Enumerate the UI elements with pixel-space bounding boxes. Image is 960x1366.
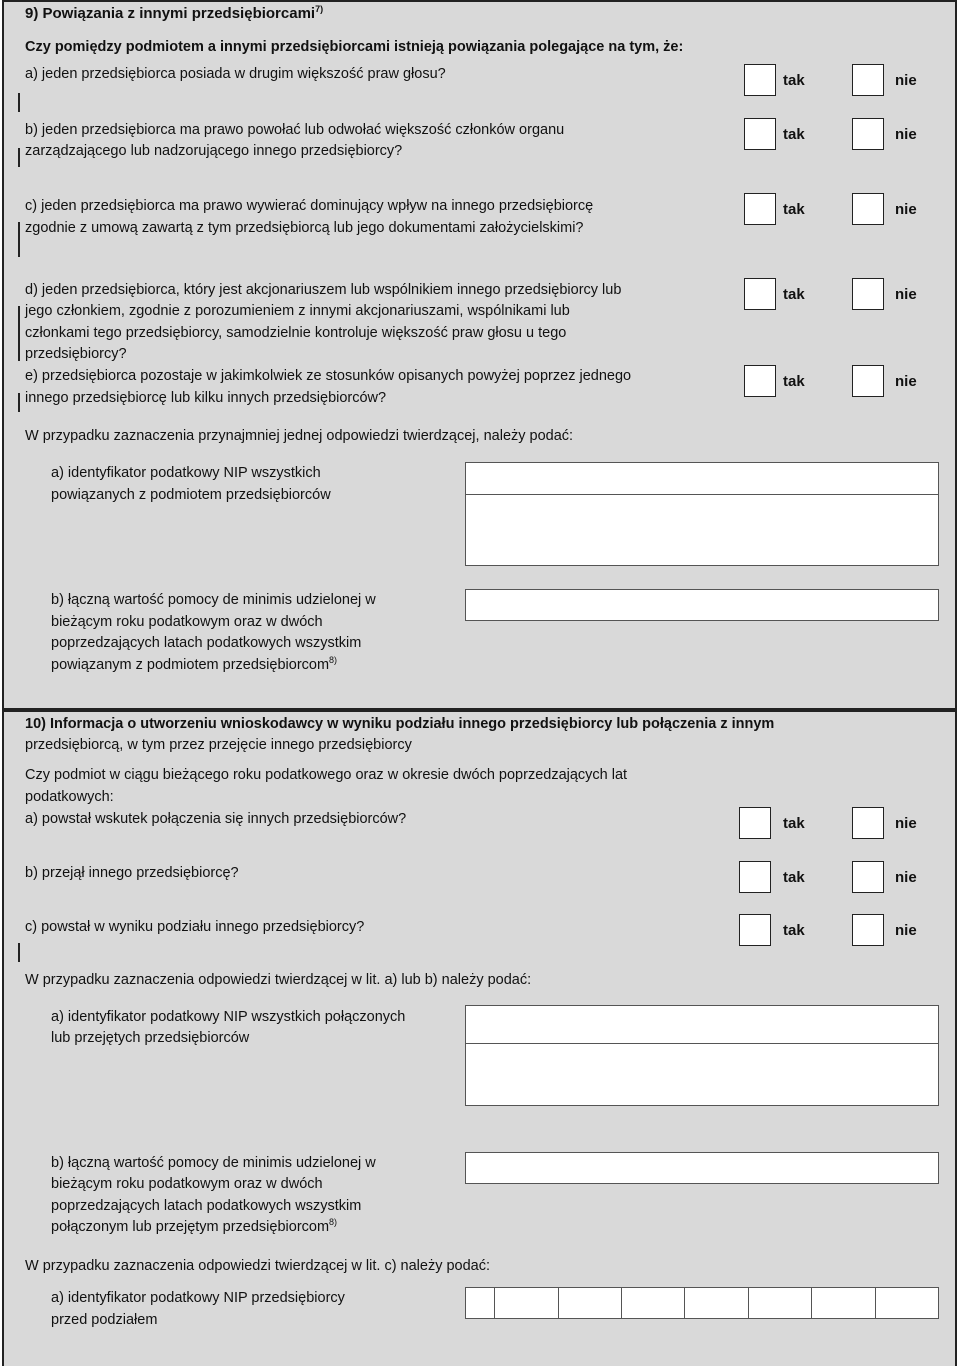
- nip-merged-entities-field[interactable]: [465, 1005, 939, 1106]
- question-9c-line2: zgodnie z umową zawartą z tym przedsiębiorcą lub jego dokumentami założycielskimi?: [25, 220, 584, 236]
- question-9d-line4: przedsiębiorcy?: [25, 346, 127, 362]
- checkbox-9d-yes[interactable]: [744, 278, 776, 310]
- checkbox-9d-no[interactable]: [852, 278, 884, 310]
- nip-related-entities-field[interactable]: [465, 462, 939, 566]
- label-yes: tak: [783, 815, 805, 832]
- label-no: nie: [895, 72, 917, 89]
- label-no: nie: [895, 201, 917, 218]
- field-divider: [466, 494, 938, 495]
- section-10-question-line1: Czy podmiot w ciągu bieżącego roku podatkowego oraz w okresie dwóch poprzedzających lat: [25, 767, 628, 783]
- question-10b: b) przejął innego przedsiębiorcę?: [25, 865, 239, 881]
- label-no: nie: [895, 286, 917, 303]
- field-10b-label-line2: bieżącym roku podatkowym oraz w dwóch: [51, 1176, 323, 1192]
- question-9c-line1: c) jeden przedsiębiorca ma prawo wywierać dominujący wpływ na innego przedsiębiorcę: [25, 198, 594, 214]
- checkbox-9a-yes[interactable]: [744, 64, 776, 96]
- label-yes: tak: [783, 286, 805, 303]
- section-9-instruction: W przypadku zaznaczenia przynajmniej jednej odpowiedzi twierdzącej, należy podać:: [25, 428, 574, 444]
- field-10c-label-line1: a) identyfikator podatkowy NIP przedsiębiorcy: [51, 1290, 345, 1306]
- margin-bar: [18, 393, 20, 412]
- checkbox-10c-yes[interactable]: [739, 914, 771, 946]
- section-9-title: 9) Powiązania z innymi przedsiębiorcami$^{7)}$: [25, 4, 324, 22]
- label-no: nie: [895, 815, 917, 832]
- label-no: nie: [895, 126, 917, 143]
- nip-predecessor-field[interactable]: [465, 1287, 939, 1319]
- question-9e-line1: e) przedsiębiorca pozostaje w jakimkolwiek ze stosunków opisanych powyżej poprzez jednego: [25, 368, 632, 384]
- checkbox-9c-yes[interactable]: [744, 193, 776, 225]
- checkbox-9c-no[interactable]: [852, 193, 884, 225]
- field-9b-label-line1: b) łączną wartość pomocy de minimis udzielonej w: [51, 592, 376, 608]
- field-10b-label-line1: b) łączną wartość pomocy de minimis udzielonej w: [51, 1155, 376, 1171]
- footnote-ref: 8): [329, 1217, 338, 1228]
- nip-digit-cell[interactable]: [685, 1288, 748, 1318]
- checkbox-9e-yes[interactable]: [744, 365, 776, 397]
- footnote-ref: 7): [315, 4, 324, 14]
- deminimis-merged-total-field[interactable]: [465, 1152, 939, 1184]
- label-yes: tak: [783, 72, 805, 89]
- checkbox-10b-yes[interactable]: [739, 861, 771, 893]
- field-divider: [466, 1043, 938, 1044]
- section-10-question-line2: podatkowych:: [25, 789, 114, 805]
- field-9b-label-line4: powiązanym z podmiotem przedsiębiorcom$^{8)}$: [51, 655, 338, 673]
- checkbox-9b-yes[interactable]: [744, 118, 776, 150]
- nip-digit-cell[interactable]: [495, 1288, 558, 1318]
- field-10a-label-line2: lub przejętych przedsiębiorców: [51, 1030, 250, 1046]
- field-9b-label-line3: poprzedzających latach podatkowych wszystkim: [51, 635, 362, 651]
- nip-digit-cell[interactable]: [466, 1288, 495, 1318]
- field-9a-label-line1: a) identyfikator podatkowy NIP wszystkich: [51, 465, 321, 481]
- question-9b-line1: b) jeden przedsiębiorca ma prawo powołać lub odwołać większość członków organu: [25, 122, 565, 138]
- margin-bar: [18, 93, 20, 112]
- checkbox-9e-no[interactable]: [852, 365, 884, 397]
- question-9a: a) jeden przedsiębiorca posiada w drugim większość praw głosu?: [25, 66, 446, 82]
- margin-bar: [18, 306, 20, 361]
- field-10c-label-line2: przed podziałem: [51, 1312, 158, 1328]
- section-10-title-line1: 10) Informacja o utworzeniu wnioskodawcy w wyniku podziału innego przedsiębiorcy lub połączenia z innym: [25, 716, 775, 732]
- footnote-ref: 8): [329, 655, 338, 666]
- checkbox-10c-no[interactable]: [852, 914, 884, 946]
- deminimis-related-total-field[interactable]: [465, 589, 939, 621]
- section-10-instruction-ab: W przypadku zaznaczenia odpowiedzi twierdzącej w lit. a) lub b) należy podać:: [25, 972, 532, 988]
- section-10-instruction-c: W przypadku zaznaczenia odpowiedzi twierdzącej w lit. c) należy podać:: [25, 1258, 491, 1274]
- section-9-question: Czy pomiędzy podmiotem a innymi przedsiębiorcami istnieją powiązania polegające na tym, że:: [25, 39, 684, 55]
- field-10a-label-line1: a) identyfikator podatkowy NIP wszystkich połączonych: [51, 1009, 406, 1025]
- checkbox-9a-no[interactable]: [852, 64, 884, 96]
- nip-digit-cell[interactable]: [876, 1288, 938, 1318]
- question-9d-line1: d) jeden przedsiębiorca, który jest akcjonariuszem lub wspólnikiem innego przedsiębiorcy lub: [25, 282, 622, 298]
- label-yes: tak: [783, 922, 805, 939]
- nip-digit-cell[interactable]: [749, 1288, 812, 1318]
- field-10b-label-line4: połączonym lub przejętym przedsiębiorcom$^{8)}$: [51, 1217, 338, 1235]
- question-10a: a) powstał wskutek połączenia się innych przedsiębiorców?: [25, 811, 407, 827]
- nip-digit-cell[interactable]: [559, 1288, 622, 1318]
- label-yes: tak: [783, 869, 805, 886]
- question-9b-line2: zarządzającego lub nadzorującego innego przedsiębiorcy?: [25, 143, 403, 159]
- label-no: nie: [895, 373, 917, 390]
- section-10-title-line2: przedsiębiorcą, w tym przez przejęcie innego przedsiębiorcy: [25, 737, 412, 753]
- field-9a-label-line2: powiązanych z podmiotem przedsiębiorców: [51, 487, 331, 503]
- margin-bar: [18, 148, 20, 167]
- checkbox-10a-no[interactable]: [852, 807, 884, 839]
- label-yes: tak: [783, 201, 805, 218]
- margin-bar: [18, 943, 20, 962]
- checkbox-10a-yes[interactable]: [739, 807, 771, 839]
- field-9b-label-line2: bieżącym roku podatkowym oraz w dwóch: [51, 614, 323, 630]
- label-no: nie: [895, 922, 917, 939]
- question-9e-line2: innego przedsiębiorcę lub kilku innych przedsiębiorców?: [25, 390, 387, 406]
- label-yes: tak: [783, 373, 805, 390]
- nip-digit-cell[interactable]: [622, 1288, 685, 1318]
- checkbox-10b-no[interactable]: [852, 861, 884, 893]
- field-10b-label-line3: poprzedzających latach podatkowych wszystkim: [51, 1198, 362, 1214]
- margin-bar: [18, 222, 20, 257]
- question-10c: c) powstał w wyniku podziału innego przedsiębiorcy?: [25, 919, 365, 935]
- nip-digit-cell[interactable]: [812, 1288, 875, 1318]
- checkbox-9b-no[interactable]: [852, 118, 884, 150]
- question-9d-line3: członkami tego przedsiębiorcy, samodzielnie kontroluje większość praw głosu u tego: [25, 325, 567, 341]
- label-yes: tak: [783, 126, 805, 143]
- label-no: nie: [895, 869, 917, 886]
- question-9d-line2: jego członkiem, zgodnie z porozumieniem z innymi akcjonariuszami, wspólnikami lub: [25, 303, 570, 319]
